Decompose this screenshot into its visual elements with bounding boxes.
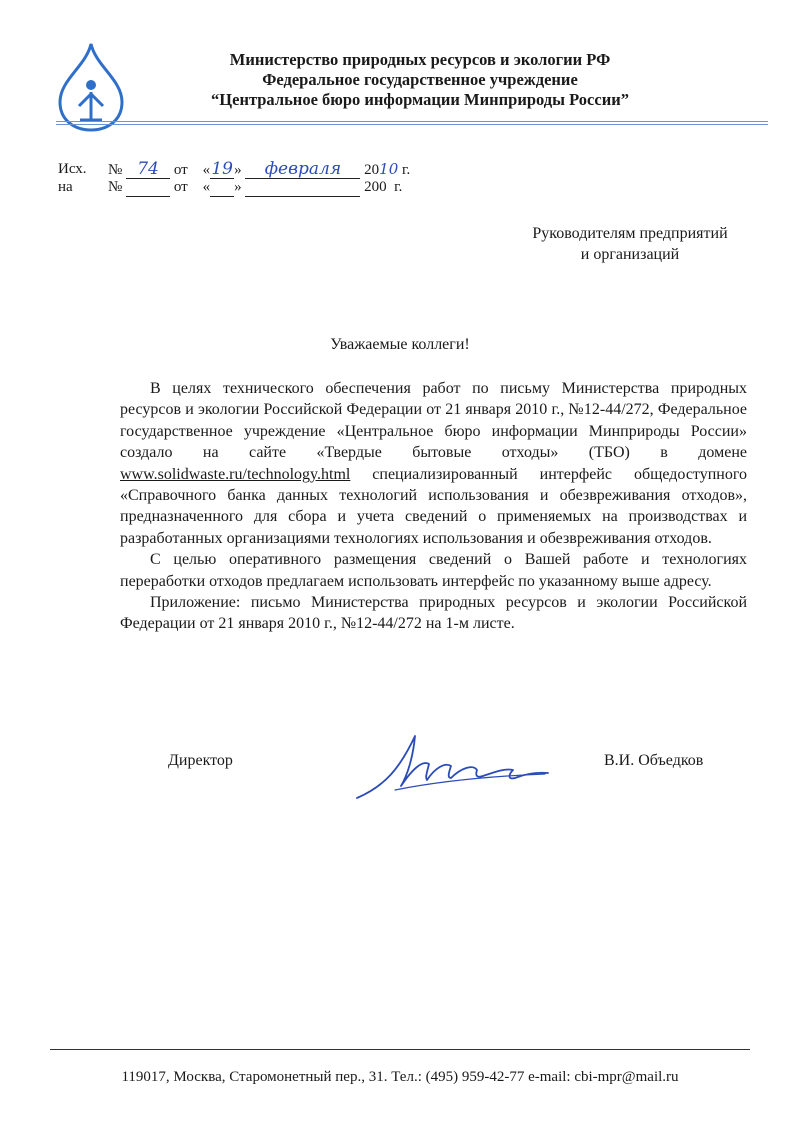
footer-rule xyxy=(50,1049,750,1050)
org-institution-name: “Центральное бюро информации Минприроды России” xyxy=(211,90,629,109)
paragraph-2: С целью оперативного размещения сведений о Вашей работе и технологиях переработки отходов предлагаем использовать интерфейс по указанному выше адресу. xyxy=(120,551,747,590)
technology-link: www.solidwaste.ru/technology.html xyxy=(120,465,351,483)
salutation: Уважаемые коллеги! xyxy=(330,336,470,353)
incoming-number-field: № от « » 200 г. xyxy=(108,179,403,195)
addressee xyxy=(500,223,760,265)
outgoing-number-field: № 74 от «19» февраля 2010 г. xyxy=(108,159,411,179)
organization-header xyxy=(140,50,700,110)
addressee-line1: Руководителям предприятий xyxy=(532,225,728,242)
incoming-year: 200 xyxy=(364,179,387,195)
outgoing-month: февраля xyxy=(245,160,360,179)
incoming-ref xyxy=(58,178,73,196)
outgoing-year: 10 xyxy=(379,160,399,178)
signatory-name: В.И. Объедков xyxy=(604,752,704,769)
paragraph-3: Приложение: письмо Министерства природных ресурсов и экологии Российской Федерации от 21 января 2010 г., №12-44/272 на 1-м листе. xyxy=(120,594,747,633)
incoming-label: на xyxy=(58,179,73,195)
paragraph-1: В целях технического обеспечения работ по письму Министерства природных ресурсов и экологии Российской Федерации от 21 января 2010 г., №12-44/272, Федеральное государственное учреждение «Центральное бюро информации Минприроды России» создало на сайте «Твердые бытовые отходы» (ТБО) в домене www.solidwaste.ru/technology.html специализированный интерфейс общедоступного «Справочного банка данных технологий использования и обезвреживания отходов», предназначенного для сбора и учета сведений о применяемых на производствах и разработанных организациями технологиях использования и обезвреживания отходов. xyxy=(120,380,747,547)
org-institution-type: Федеральное государственное учреждение xyxy=(262,70,578,89)
handwritten-signature xyxy=(355,728,550,800)
addressee-line2: и организаций xyxy=(580,246,680,263)
organization-logo xyxy=(52,40,130,132)
header-double-rule xyxy=(56,121,768,125)
outgoing-number: 74 xyxy=(126,160,170,179)
outgoing-label: Исх. xyxy=(58,161,87,177)
org-ministry: Министерство природных ресурсов и экологии РФ xyxy=(229,50,611,69)
outgoing-day: 19 xyxy=(211,159,233,179)
outgoing-ref xyxy=(58,160,87,178)
letter-body xyxy=(120,378,747,635)
signatory-title: Директор xyxy=(168,752,233,769)
footer-address: 119017, Москва, Старомонетный пер., 31. Тел.: (495) 959-42-77 e-mail: cbi-mpr@mail.ru xyxy=(121,1069,679,1085)
